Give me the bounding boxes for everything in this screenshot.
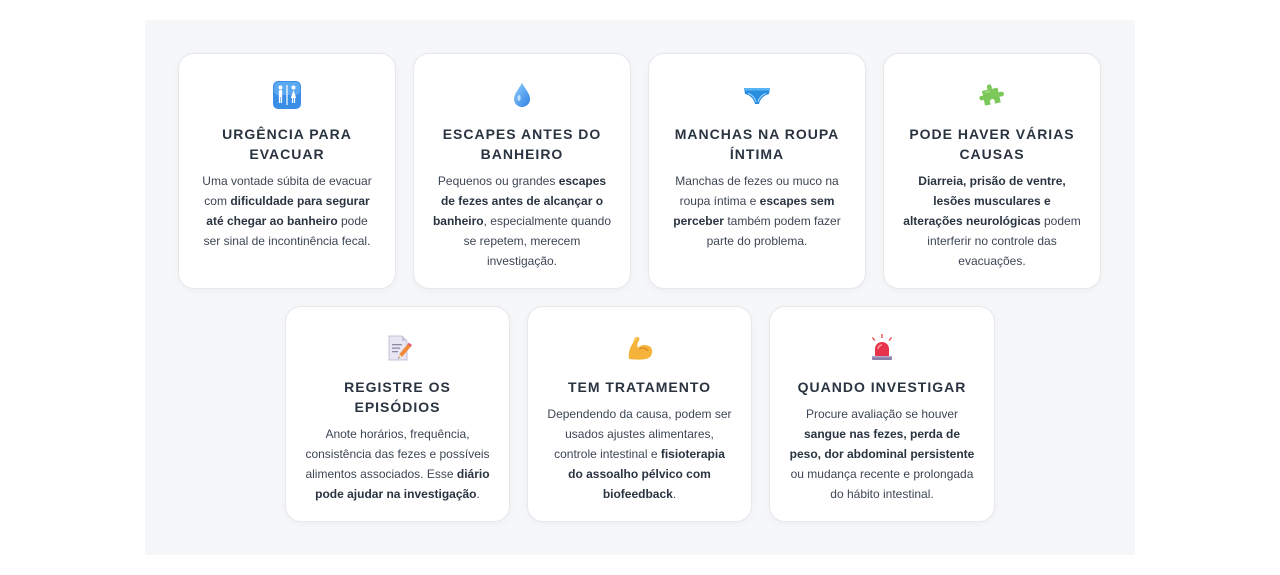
restroom-icon (272, 80, 302, 110)
card-title: MANCHAS NA ROUPA ÍNTIMA (674, 126, 840, 162)
droplet-icon (507, 80, 537, 110)
flexed-biceps-icon (625, 333, 655, 363)
card-title: ESCAPES ANTES DO BANHEIRO (442, 126, 602, 162)
card-title: URGÊNCIA PARA EVACUAR (222, 126, 352, 162)
card-text: Procure avaliação se houver sangue nas fezes, perda de peso, dor abdominal persistente ou mudança recente e prolongada do hábito intestinal. (789, 407, 975, 501)
card-urgencia (178, 53, 396, 289)
card-text: Manchas de fezes ou muco na roupa íntima e escapes sem perceber também podem fazer parte do problema. (673, 174, 841, 248)
card-text: Pequenos ou grandes escapes de fezes antes de alcançar o banheiro, especialmente quando se repetem, merecem investigação. (432, 174, 612, 268)
puzzle-icon (977, 80, 1007, 110)
card-title: QUANDO INVESTIGAR (797, 379, 967, 395)
underwear-icon (742, 80, 772, 110)
siren-icon (867, 333, 897, 363)
card-causas (883, 53, 1101, 289)
card-text: Diarreia, prisão de ventre, lesões musculares e alterações neurológicas podem interferir no controle das evacuações. (903, 174, 1081, 268)
card-manchas (648, 53, 866, 289)
memo-icon (383, 333, 413, 363)
card-tratamento (527, 306, 752, 522)
card-investigar (769, 306, 995, 522)
card-title: PODE HAVER VÁRIAS CAUSAS (909, 126, 1075, 162)
card-title: REGISTRE OS EPISÓDIOS (344, 379, 451, 415)
card-registre (285, 306, 510, 522)
card-title: TEM TRATAMENTO (567, 379, 712, 395)
card-escapes (413, 53, 631, 289)
card-text: Uma vontade súbita de evacuar com dificuldade para segurar até chegar ao banheiro pode ser sinal de incontinência fecal. (202, 174, 372, 248)
card-text: Anote horários, frequência, consistência das fezes e possíveis alimentos associados. Esse diário pode ajudar na investigação. (305, 427, 490, 501)
cards-panel (145, 20, 1135, 555)
card-text: Dependendo da causa, podem ser usados ajustes alimentares, controle intestinal e fisioterapia do assoalho pélvico com biofeedback. (547, 407, 732, 501)
